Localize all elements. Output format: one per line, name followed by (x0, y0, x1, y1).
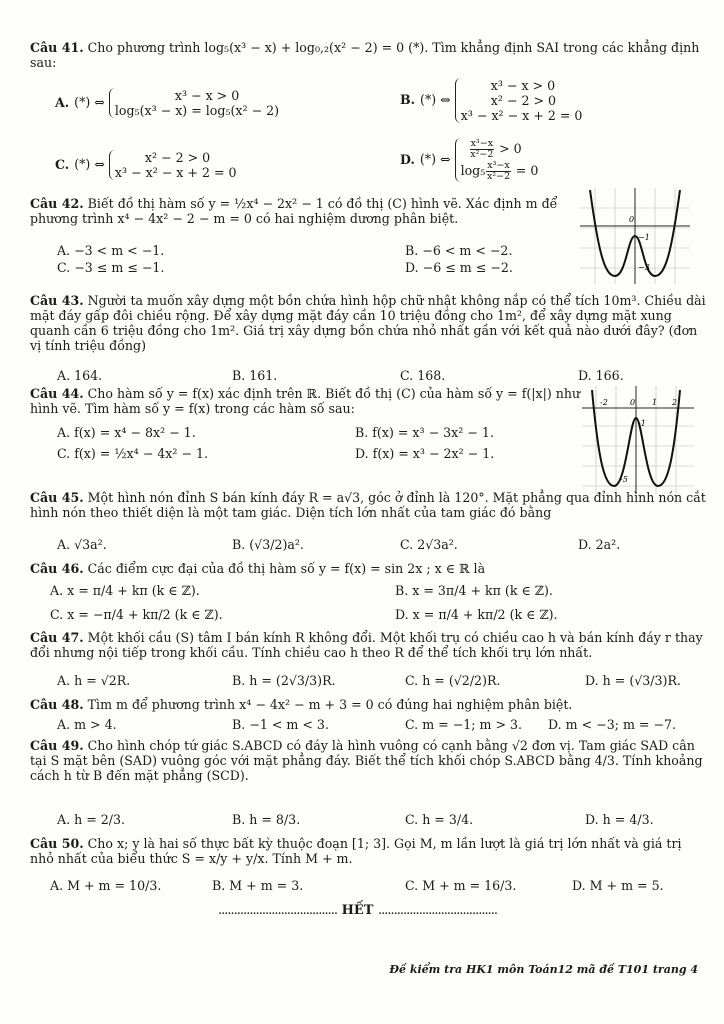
q48-option-a: A. m > 4. (57, 717, 117, 732)
q44-option-a: A. f(x) = x⁴ − 8x² − 1. (57, 425, 196, 440)
question-48 (30, 697, 706, 712)
q44-graph (582, 386, 694, 494)
question-47 (30, 630, 706, 660)
equation-system: x² − 2 > 0 x³ − x² − x + 2 = 0 (109, 150, 237, 180)
q46-option-a: A. x = π/4 + kπ (k ∈ ℤ). (50, 583, 200, 598)
q46-option-d: D. x = π/4 + kπ/2 (k ∈ ℤ). (395, 607, 558, 622)
q41-option-a: A. (*) ⇔ x³ − x > 0 log₅(x³ − x) = log₅(x² − 2) (55, 88, 280, 118)
q43-option-c: C. 168. (400, 368, 446, 383)
end-marker: ...................................... HẾT ...................................... (218, 903, 497, 918)
q49-option-b: B. h = 8/3. (232, 812, 301, 827)
tick-label: 0 (629, 215, 635, 224)
q44-option-c: C. f(x) = ½x⁴ − 4x² − 1. (57, 446, 208, 461)
q41-option-d: D. (*) ⇔ $\frac{\text{x³−x}}{\text{x²−2}}$ > 0 log₅ $\frac{\text{x³−x}}{\text{x²−2}}$ = 0 (400, 138, 539, 182)
q46-option-b: B. x = 3π/4 + kπ (k ∈ ℤ). (395, 583, 553, 598)
q42-option-c: C. −3 ≤ m ≤ −1. (57, 260, 165, 275)
q43-option-a: A. 164. (57, 368, 103, 383)
tick-label: -2 (600, 398, 608, 407)
q44-option-b: B. f(x) = x³ − 3x² − 1. (355, 425, 494, 440)
q48-option-c: C. m = −1; m > 3. (405, 717, 523, 732)
question-label: Câu 45. (30, 490, 84, 505)
tick-label: -5 (620, 475, 628, 484)
q42-graph (580, 188, 690, 284)
q50-option-c: C. M + m = 16/3. (405, 878, 517, 893)
equation-system: $\frac{\text{x³−x}}{\text{x²−2}}$ > 0 log₅ $\frac{\text{x³−x}}{\text{x²−2}}$ = 0 (455, 138, 539, 182)
question-50 (30, 836, 706, 866)
equation-system: x³ − x > 0 x² − 2 > 0 x³ − x² − x + 2 = 0 (455, 78, 583, 123)
question-stem: Cho x; y là hai số thực bất kỳ thuộc đoạn [1; 3]. Gọi M, m lần lượt là giá trị lớn nhất và giá trị nhỏ nhất của biểu thức S = x/y + y/x. Tính M + m. (30, 836, 682, 866)
tick-label: 2 (672, 398, 678, 407)
question-label: Câu 42. (30, 196, 84, 211)
question-45 (30, 490, 706, 520)
question-stem: Tìm m để phương trình x⁴ − 4x² − m + 3 = 0 có đúng hai nghiệm phân biệt. (87, 697, 573, 712)
q43-option-d: D. 166. (578, 368, 624, 383)
tick-label: 1 (652, 398, 658, 407)
question-stem: Cho hình chóp tứ giác S.ABCD có đáy là hình vuông có cạnh bằng √2 đơn vị. Tam giác SAD cân tại S mặt bên (SAD) vuông góc với mặt phẳng đáy. Biết thể tích khối chóp S.ABCD bằng 4/3. Tính khoảng cách h từ B đến mặt phẳng (SCD). (30, 738, 703, 783)
q50-option-a: A. M + m = 10/3. (50, 878, 162, 893)
q48-option-b: B. −1 < m < 3. (232, 717, 329, 732)
question-43 (30, 293, 706, 353)
q50-option-d: D. M + m = 5. (572, 878, 664, 893)
question-label: Câu 41. (30, 40, 84, 55)
question-label: Câu 50. (30, 836, 84, 851)
q41-option-c: C. (*) ⇔ x² − 2 > 0 x³ − x² − x + 2 = 0 (55, 150, 237, 180)
q42-option-b: B. −6 < m < −2. (405, 243, 513, 258)
q44-option-d: D. f(x) = x³ − 2x² − 1. (355, 446, 495, 461)
q45-option-a: A. √3a². (57, 537, 107, 552)
equation-system: x³ − x > 0 log₅(x³ − x) = log₅(x² − 2) (109, 88, 279, 118)
question-label: Câu 46. (30, 561, 84, 576)
q47-option-c: C. h = (√2/2)R. (405, 673, 501, 688)
q48-option-d: D. m < −3; m = −7. (548, 717, 677, 732)
question-stem: Người ta muốn xây dựng một bồn chứa hình hộp chữ nhật không nắp có thể tích 10m³. Chiều dài mặt đáy gấp đôi chiều rộng. Để xây dựng mặt đáy cần 10 triệu đồng cho 1m², để xây dựng mặt xung quanh cần 6 triệu đồng cho 1m². Giá trị xây dựng bồn chứa nhỏ nhất gần với kết quả nào dưới đây? (đơn vị tính triệu đồng) (30, 293, 706, 353)
tick-label: 0 (630, 398, 636, 407)
question-stem: Một khối cầu (S) tâm I bán kính R không đổi. Một khối trụ có chiều cao h và bán kính đáy r thay đổi nhưng nội tiếp trong khối cầu. Tính chiều cao h theo R để thể tích khối trụ lớn nhất. (30, 630, 703, 660)
page-footer: Đề kiểm tra HK1 môn Toán12 mã đề T101 trang 4 (389, 963, 698, 976)
question-44 (30, 386, 585, 416)
q47-option-b: B. h = (2√3/3)R. (232, 673, 336, 688)
question-stem: Cho phương trình log₅(x³ − x) + log₀,₂(x² − 2) = 0 (*). Tìm khẳng định SAI trong các khẳng định sau: (30, 40, 700, 70)
q50-option-b: B. M + m = 3. (212, 878, 304, 893)
q45-option-d: D. 2a². (578, 537, 621, 552)
q49-option-a: A. h = 2/3. (57, 812, 126, 827)
q42-option-a: A. −3 < m < −1. (57, 243, 165, 258)
question-42 (30, 196, 570, 226)
question-stem: Biết đồ thị hàm số y = ½x⁴ − 2x² − 1 có đồ thị (C) hình vẽ. Xác định m để phương trình x⁴ − 4x² − 2 − m = 0 có hai nghiệm dương phân biệt. (30, 196, 558, 226)
tick-label: −3 (638, 263, 650, 272)
question-stem: Một hình nón đỉnh S bán kính đáy R = a√3, góc ở đỉnh là 120°. Mặt phẳng qua đỉnh hình nón cắt hình nón theo thiết diện là một tam giác. Diện tích lớn nhất của tam giác đó bằng (30, 490, 706, 520)
q47-option-a: A. h = √2R. (57, 673, 131, 688)
tick-label: -1 (638, 419, 646, 428)
question-label: Câu 48. (30, 697, 84, 712)
q47-option-d: D. h = (√3/3)R. (585, 673, 681, 688)
question-49 (30, 738, 706, 783)
q41-option-b: B. (*) ⇔ x³ − x > 0 x² − 2 > 0 x³ − x² − x + 2 = 0 (400, 78, 583, 123)
q42-option-d: D. −6 ≤ m ≤ −2. (405, 260, 513, 275)
q46-option-c: C. x = −π/4 + kπ/2 (k ∈ ℤ). (50, 607, 223, 622)
question-label: Câu 49. (30, 738, 84, 753)
q43-option-b: B. 161. (232, 368, 278, 383)
question-46 (30, 561, 706, 576)
question-label: Câu 44. (30, 386, 84, 401)
question-stem: Các điểm cực đại của đồ thị hàm số y = f(x) = sin 2x ; x ∈ ℝ là (87, 561, 486, 576)
question-stem: Cho hàm số y = f(x) xác định trên ℝ. Biết đồ thị (C) của hàm số y = f(|x|) như hình vẽ. Tìm hàm số y = f(x) trong các hàm số sau: (30, 386, 581, 416)
q49-option-c: C. h = 3/4. (405, 812, 474, 827)
q45-option-b: B. (√3/2)a². (232, 537, 304, 552)
q45-option-c: C. 2√3a². (400, 537, 458, 552)
tick-label: −1 (638, 233, 650, 242)
question-41 (30, 40, 706, 70)
question-label: Câu 43. (30, 293, 84, 308)
question-label: Câu 47. (30, 630, 84, 645)
q49-option-d: D. h = 4/3. (585, 812, 654, 827)
